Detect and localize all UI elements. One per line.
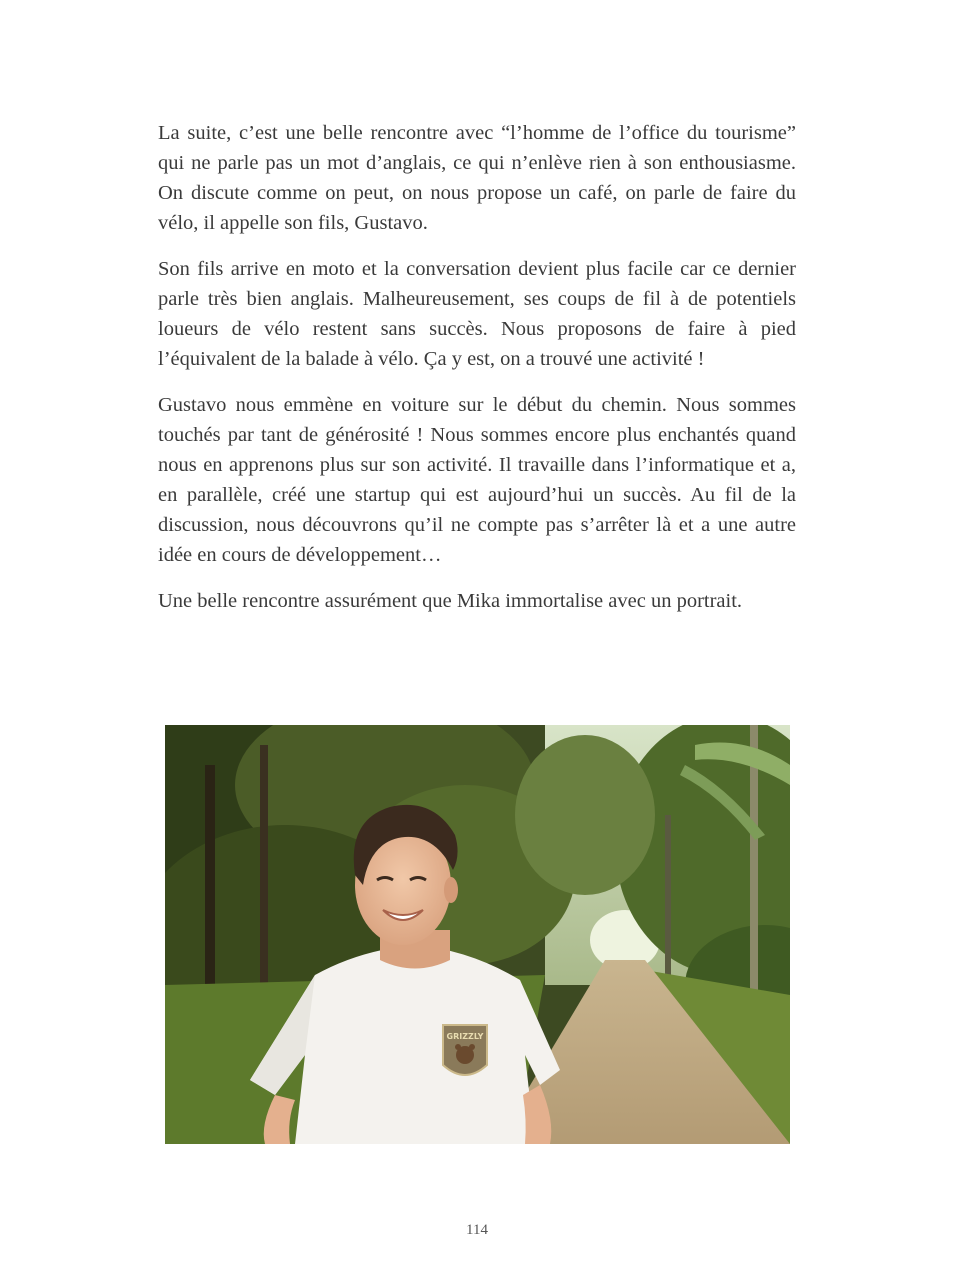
paragraph-4: Une belle rencontre assurément que Mika immortalise avec un portrait. — [158, 590, 743, 612]
body-text — [158, 118, 796, 632]
paragraph-3: Gustavo nous emmène en voiture sur le début du chemin. Nous sommes touchés par tant de générosité ! Nous sommes encore plus enchantés quand nous en apprenons plus sur son activité. Il travaille dans l’informatique et a, en parallèle, créé une startup qui est aujourd’hui un succès. Au fil de la discussion, nous découvrons qu’il ne compte pas s’arrêter là et a une autre idée en cours de développement… — [158, 394, 796, 566]
page-number: 114 — [466, 1222, 488, 1238]
portrait-illustration — [165, 725, 790, 1144]
grizzly-shirt-logo — [443, 1025, 487, 1075]
shirt-logo-text: GRIZZLY — [446, 1032, 484, 1041]
portrait-photo — [165, 725, 790, 1144]
paragraph-1: La suite, c’est une belle rencontre avec “l’homme de l’office du tourisme” qui ne parle pas un mot d’anglais, ce qui n’enlève rien à son enthousiasme. On discute comme on peut, on nous propose un café, on parle de faire du vélo, il appelle son fils, Gustavo. — [158, 122, 796, 234]
paragraph-2: Son fils arrive en moto et la conversation devient plus facile car ce dernier parle très bien anglais. Malheureusement, ses coups de fil à de potentiels loueurs de vélo restent sans succès. Nous proposons de faire à pied l’équivalent de la balade à vélo. Ça y est, on a trouvé une activité ! — [158, 258, 796, 370]
